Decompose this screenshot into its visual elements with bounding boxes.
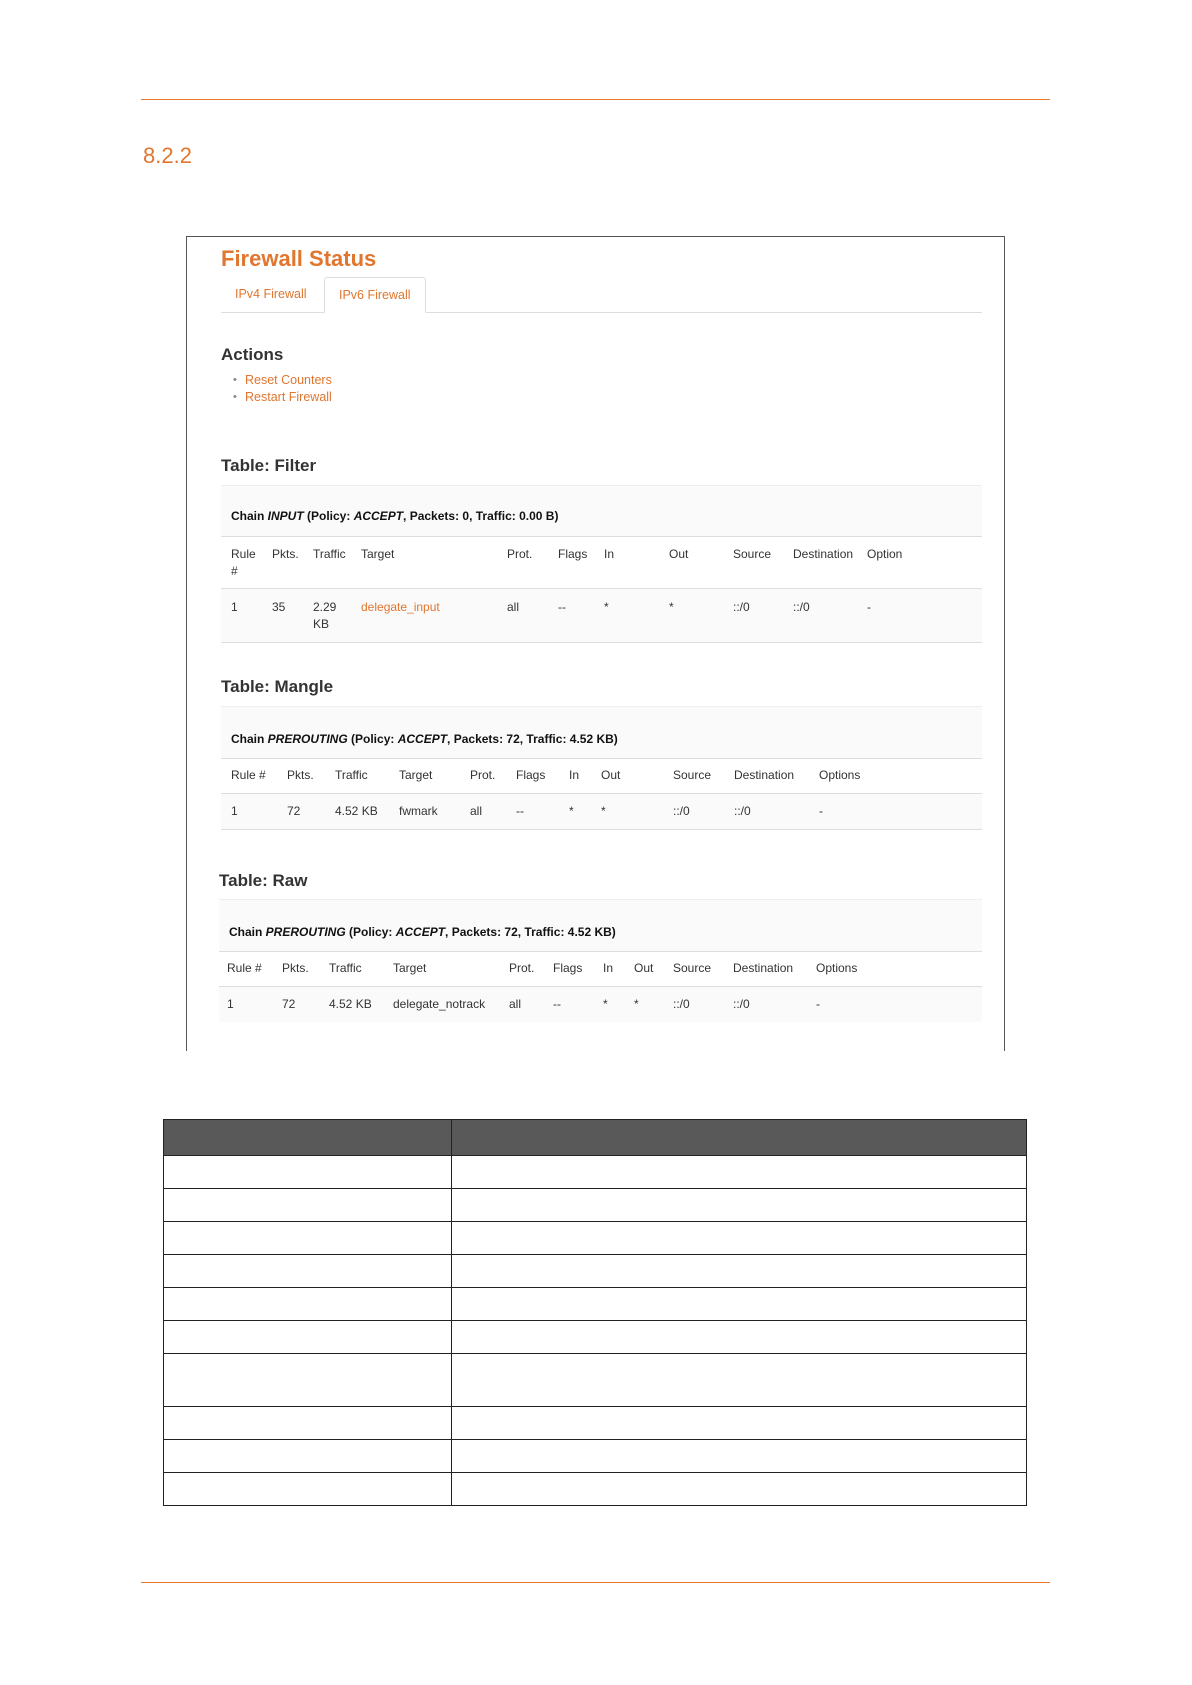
table-row	[164, 1407, 1027, 1440]
raw-cell-pkts: 72	[282, 997, 296, 1011]
mangle-col-flags: Flags	[516, 768, 546, 782]
table-row	[164, 1156, 1027, 1189]
mangle-chain-title: Chain PREROUTING (Policy: ACCEPT, Packets: 72, Traffic: 4.52 KB)	[231, 732, 618, 746]
mangle-col-traffic: Traffic	[335, 768, 368, 782]
filter-col-source: Source	[733, 547, 772, 561]
mangle-col-rule: Rule #	[231, 768, 266, 782]
raw-cell-prot: all	[509, 997, 522, 1011]
tab-ipv6-firewall[interactable]: IPv6 Firewall	[324, 277, 426, 313]
raw-col-option: Options	[816, 961, 858, 975]
raw-cell-in: *	[603, 997, 608, 1011]
mangle-col-out: Out	[601, 768, 621, 782]
raw-cell-flags: --	[553, 997, 561, 1011]
mangle-cell-in: *	[569, 804, 574, 818]
filter-cell-rule: 1	[231, 600, 238, 614]
raw-chain-header	[219, 899, 982, 952]
filter-header-row	[221, 536, 982, 589]
mangle-cell-pkts: 72	[287, 804, 301, 818]
tab-bar	[221, 277, 982, 313]
reset-counters-link[interactable]: • Reset Counters	[233, 372, 332, 389]
section-number: 8.2.2	[143, 143, 192, 168]
mangle-col-prot: Prot.	[470, 768, 496, 782]
raw-cell-out: *	[634, 997, 639, 1011]
raw-data-row	[219, 987, 982, 1022]
raw-col-source: Source	[673, 961, 712, 975]
table-row	[164, 1189, 1027, 1222]
mangle-header-row	[221, 758, 982, 794]
table-row	[164, 1321, 1027, 1354]
firewall-status-screenshot	[186, 236, 1005, 1051]
mangle-cell-rule: 1	[231, 804, 238, 818]
table-row	[164, 1354, 1027, 1407]
actions-heading: Actions	[221, 345, 284, 364]
tab-ipv4-firewall[interactable]: IPv4 Firewall	[235, 287, 307, 301]
mangle-col-destination: Destination	[734, 768, 795, 782]
filter-cell-source: ::/0	[733, 600, 750, 614]
filter-cell-option: -	[867, 600, 871, 614]
raw-cell-source: ::/0	[673, 997, 690, 1011]
mangle-cell-out: *	[601, 804, 606, 818]
filter-data-row	[221, 589, 982, 643]
filter-col-traffic: Traffic	[313, 547, 346, 561]
header-rule	[141, 99, 1050, 100]
mangle-cell-option: -	[819, 804, 823, 818]
filter-col-out: Out	[669, 547, 689, 561]
table-row	[164, 1440, 1027, 1473]
mangle-chain-header	[221, 706, 982, 759]
filter-cell-out: *	[669, 600, 674, 614]
mangle-col-source: Source	[673, 768, 712, 782]
mangle-data-row	[221, 794, 982, 830]
restart-firewall-link[interactable]: • Restart Firewall	[233, 389, 332, 406]
filter-cell-traffic: 2.29 KB	[313, 600, 337, 631]
filter-col-option: Option	[867, 547, 903, 561]
filter-table-heading: Table: Filter	[221, 456, 317, 475]
description-table-header	[164, 1120, 1027, 1156]
table-row	[164, 1473, 1027, 1506]
filter-col-target: Target	[361, 547, 395, 561]
table-row	[164, 1255, 1027, 1288]
filter-col-in: In	[604, 547, 615, 561]
mangle-cell-traffic: 4.52 KB	[335, 804, 378, 818]
raw-col-out: Out	[634, 961, 654, 975]
mangle-col-option: Options	[819, 768, 861, 782]
mangle-cell-target: fwmark	[399, 804, 438, 818]
description-table	[163, 1119, 1027, 1506]
table-row	[164, 1222, 1027, 1255]
mangle-col-pkts: Pkts.	[287, 768, 314, 782]
filter-cell-target[interactable]: delegate_input	[361, 600, 440, 614]
raw-table-heading: Table: Raw	[219, 871, 308, 890]
raw-header-row	[219, 951, 982, 987]
raw-cell-rule: 1	[227, 997, 234, 1011]
table-row	[164, 1288, 1027, 1321]
mangle-col-target: Target	[399, 768, 433, 782]
raw-cell-destination: ::/0	[733, 997, 750, 1011]
mangle-table-heading: Table: Mangle	[221, 677, 334, 696]
raw-col-traffic: Traffic	[329, 961, 362, 975]
raw-cell-option: -	[816, 997, 820, 1011]
raw-cell-traffic: 4.52 KB	[329, 997, 372, 1011]
mangle-col-in: In	[569, 768, 580, 782]
page-title: Firewall Status	[221, 246, 377, 271]
raw-col-prot: Prot.	[509, 961, 535, 975]
filter-cell-pkts: 35	[272, 600, 286, 614]
raw-col-target: Target	[393, 961, 427, 975]
raw-col-flags: Flags	[553, 961, 583, 975]
actions-list	[233, 372, 332, 406]
raw-chain-title: Chain PREROUTING (Policy: ACCEPT, Packets: 72, Traffic: 4.52 KB)	[229, 925, 616, 939]
filter-chain-title: Chain INPUT (Policy: ACCEPT, Packets: 0, Traffic: 0.00 B)	[231, 509, 559, 523]
mangle-cell-destination: ::/0	[734, 804, 751, 818]
filter-col-pkts: Pkts.	[272, 547, 299, 561]
footer-rule	[141, 1582, 1050, 1583]
filter-col-flags: Flags	[558, 547, 588, 561]
filter-cell-prot: all	[507, 600, 520, 614]
filter-chain-header	[221, 485, 982, 537]
mangle-cell-source: ::/0	[673, 804, 690, 818]
filter-cell-flags: --	[558, 600, 566, 614]
filter-cell-in: *	[604, 600, 609, 614]
raw-col-pkts: Pkts.	[282, 961, 309, 975]
raw-col-destination: Destination	[733, 961, 794, 975]
raw-col-in: In	[603, 961, 614, 975]
mangle-cell-flags: --	[516, 804, 524, 818]
filter-col-prot: Prot.	[507, 547, 533, 561]
raw-cell-target: delegate_notrack	[393, 997, 486, 1011]
filter-cell-destination: ::/0	[793, 600, 810, 614]
mangle-cell-prot: all	[470, 804, 483, 818]
filter-col-destination: Destination	[793, 547, 854, 561]
filter-col-rule: Rule #	[231, 547, 256, 578]
raw-col-rule: Rule #	[227, 961, 262, 975]
